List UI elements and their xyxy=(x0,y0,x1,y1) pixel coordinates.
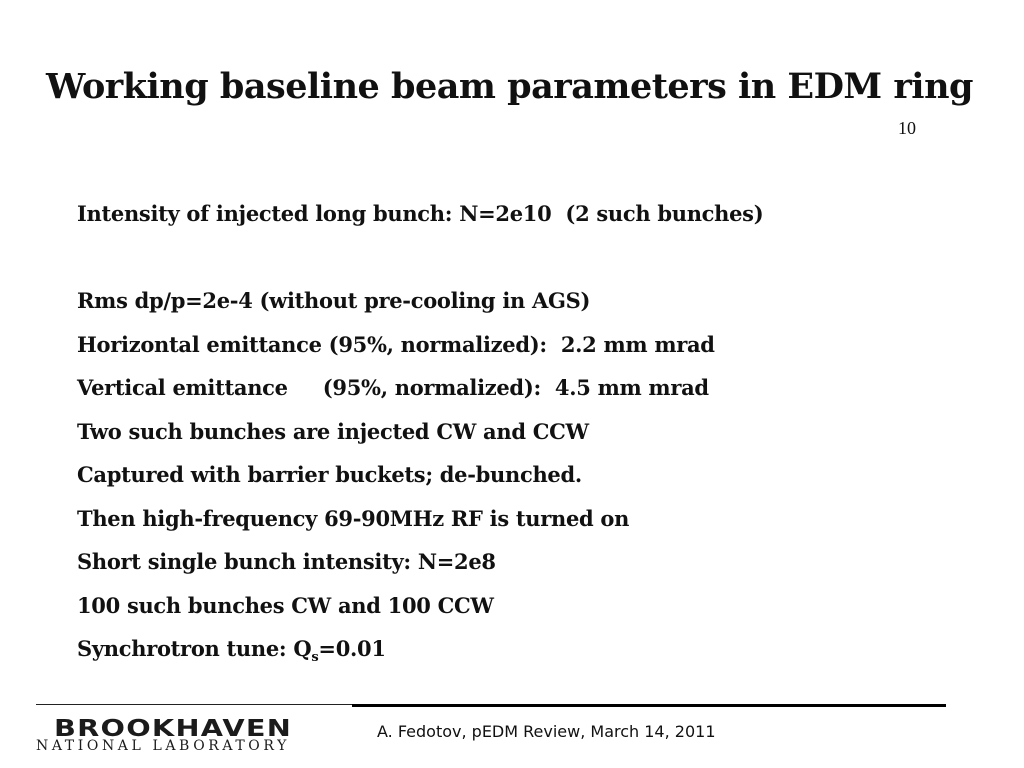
bullet-item: Two such bunches are injected CW and CCW xyxy=(77,418,589,444)
page-number: 10 xyxy=(898,118,916,138)
slide-title: Working baseline beam parameters in EDM ring xyxy=(46,66,974,107)
bullet-item: Then high-frequency 69-90MHz RF is turned on xyxy=(77,505,630,531)
footer-divider-right xyxy=(352,704,946,707)
synchrotron-label: Synchrotron tune: Q xyxy=(77,636,312,661)
footer-citation: A. Fedotov, pEDM Review, March 14, 2011 xyxy=(377,722,716,741)
bullet-list xyxy=(77,196,763,675)
logo-national-laboratory-text: NATIONAL LABORATORY xyxy=(36,738,290,754)
footer-divider-left xyxy=(36,704,352,705)
brookhaven-logo xyxy=(34,716,352,754)
bullet-item: Vertical emittance (95%, normalized): 4.5 mm mrad xyxy=(77,375,709,400)
bullet-item: Intensity of injected long bunch: N=2e10 (2 such bunches) xyxy=(77,201,764,226)
bullet-item-synchrotron-tune xyxy=(77,631,763,675)
bullet-item: Horizontal emittance (95%, normalized): 2.2 mm mrad xyxy=(77,331,715,357)
bullet-item: Rms dp/p=2e-4 (without pre-cooling in AGS) xyxy=(77,288,591,313)
synchrotron-value: =0.01 xyxy=(318,636,386,661)
bullet-item: Short single bunch intensity: N=2e8 xyxy=(77,549,496,574)
synchrotron-subscript: s xyxy=(311,650,319,666)
bullet-item: 100 such bunches CW and 100 CCW xyxy=(77,592,494,618)
bullet-item: Captured with barrier buckets; de-bunched. xyxy=(77,462,582,487)
logo-brookhaven-text: BROOKHAVEN xyxy=(54,716,293,742)
